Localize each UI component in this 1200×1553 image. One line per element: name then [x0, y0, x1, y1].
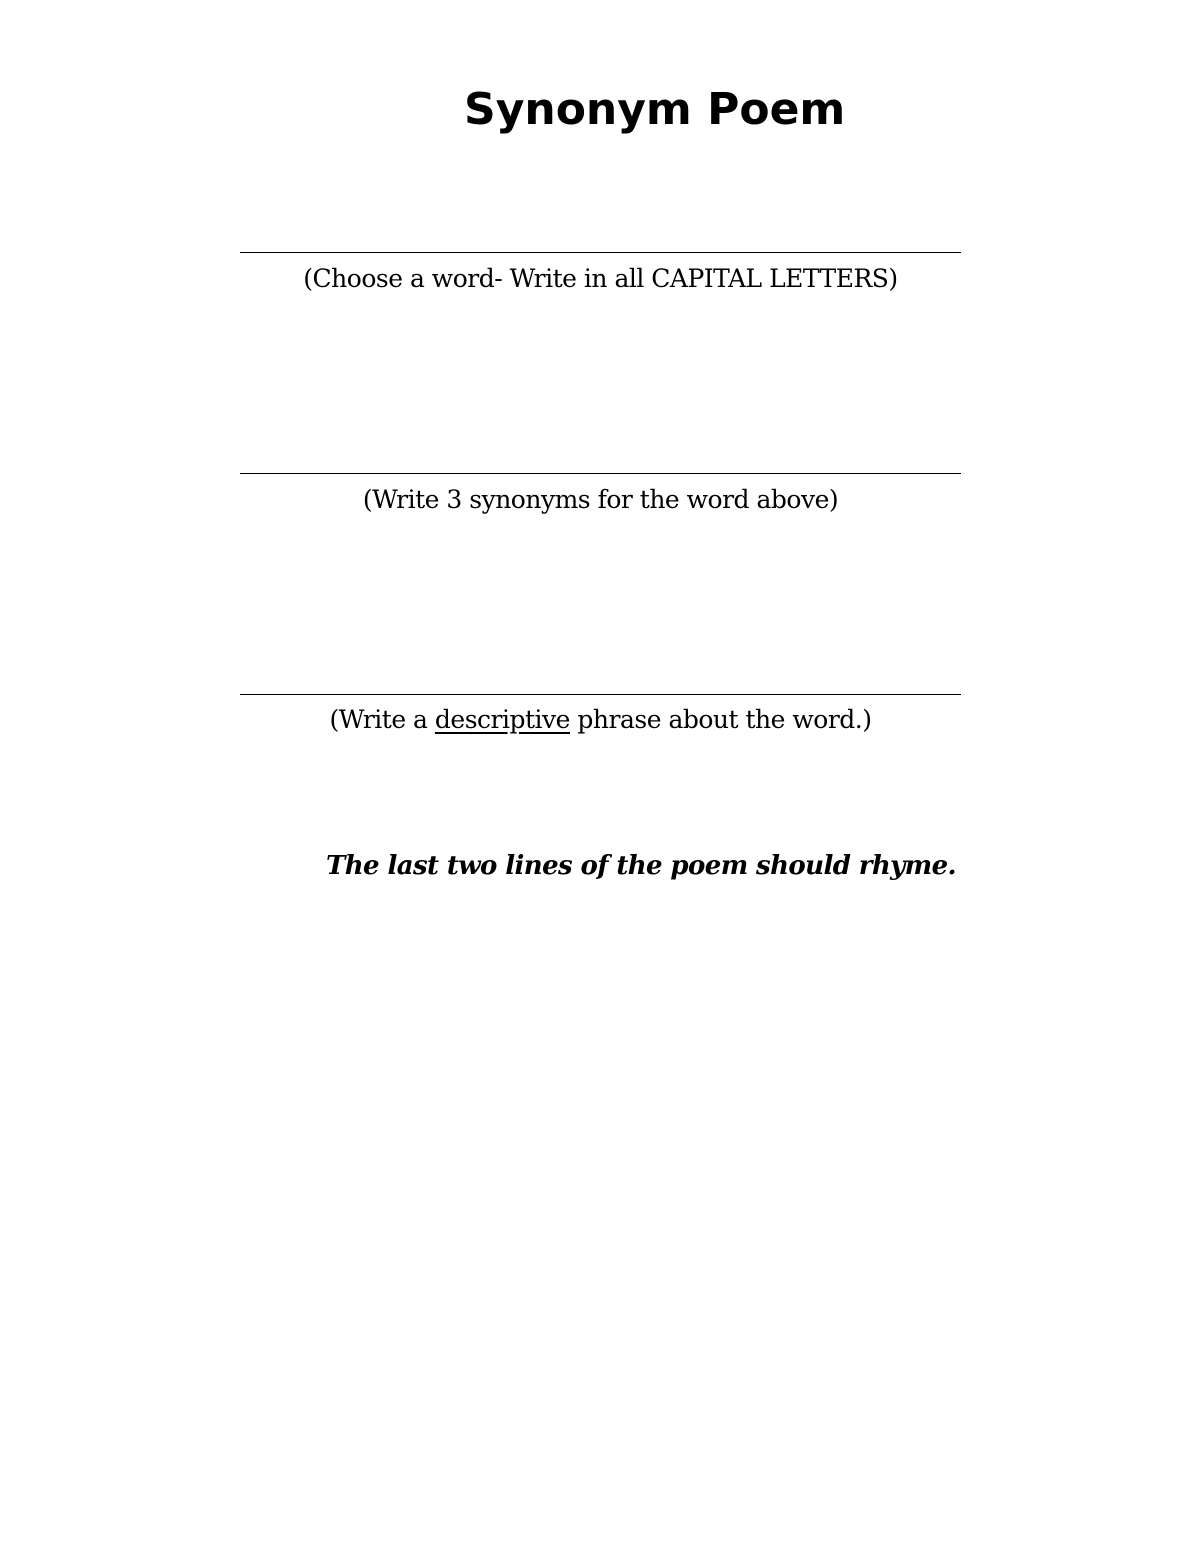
phrase-instruction-underlined: descriptive [434, 705, 570, 734]
phrase-blank-line[interactable] [240, 694, 961, 695]
phrase-instruction-after: phrase about the word.) [569, 705, 872, 734]
word-blank-line[interactable] [240, 252, 961, 253]
synonyms-blank-line[interactable] [240, 473, 961, 474]
phrase-instruction [240, 703, 961, 737]
phrase-instruction-before: (Write a [329, 705, 435, 734]
word-instruction: (Choose a word- Write in all CAPITAL LETTERS) [303, 264, 898, 293]
page-title: Synonym Poem [464, 84, 846, 135]
synonyms-instruction: (Write 3 synonyms for the word above) [362, 485, 839, 514]
rhyme-note: The last two lines of the poem should rhyme. [326, 851, 956, 881]
